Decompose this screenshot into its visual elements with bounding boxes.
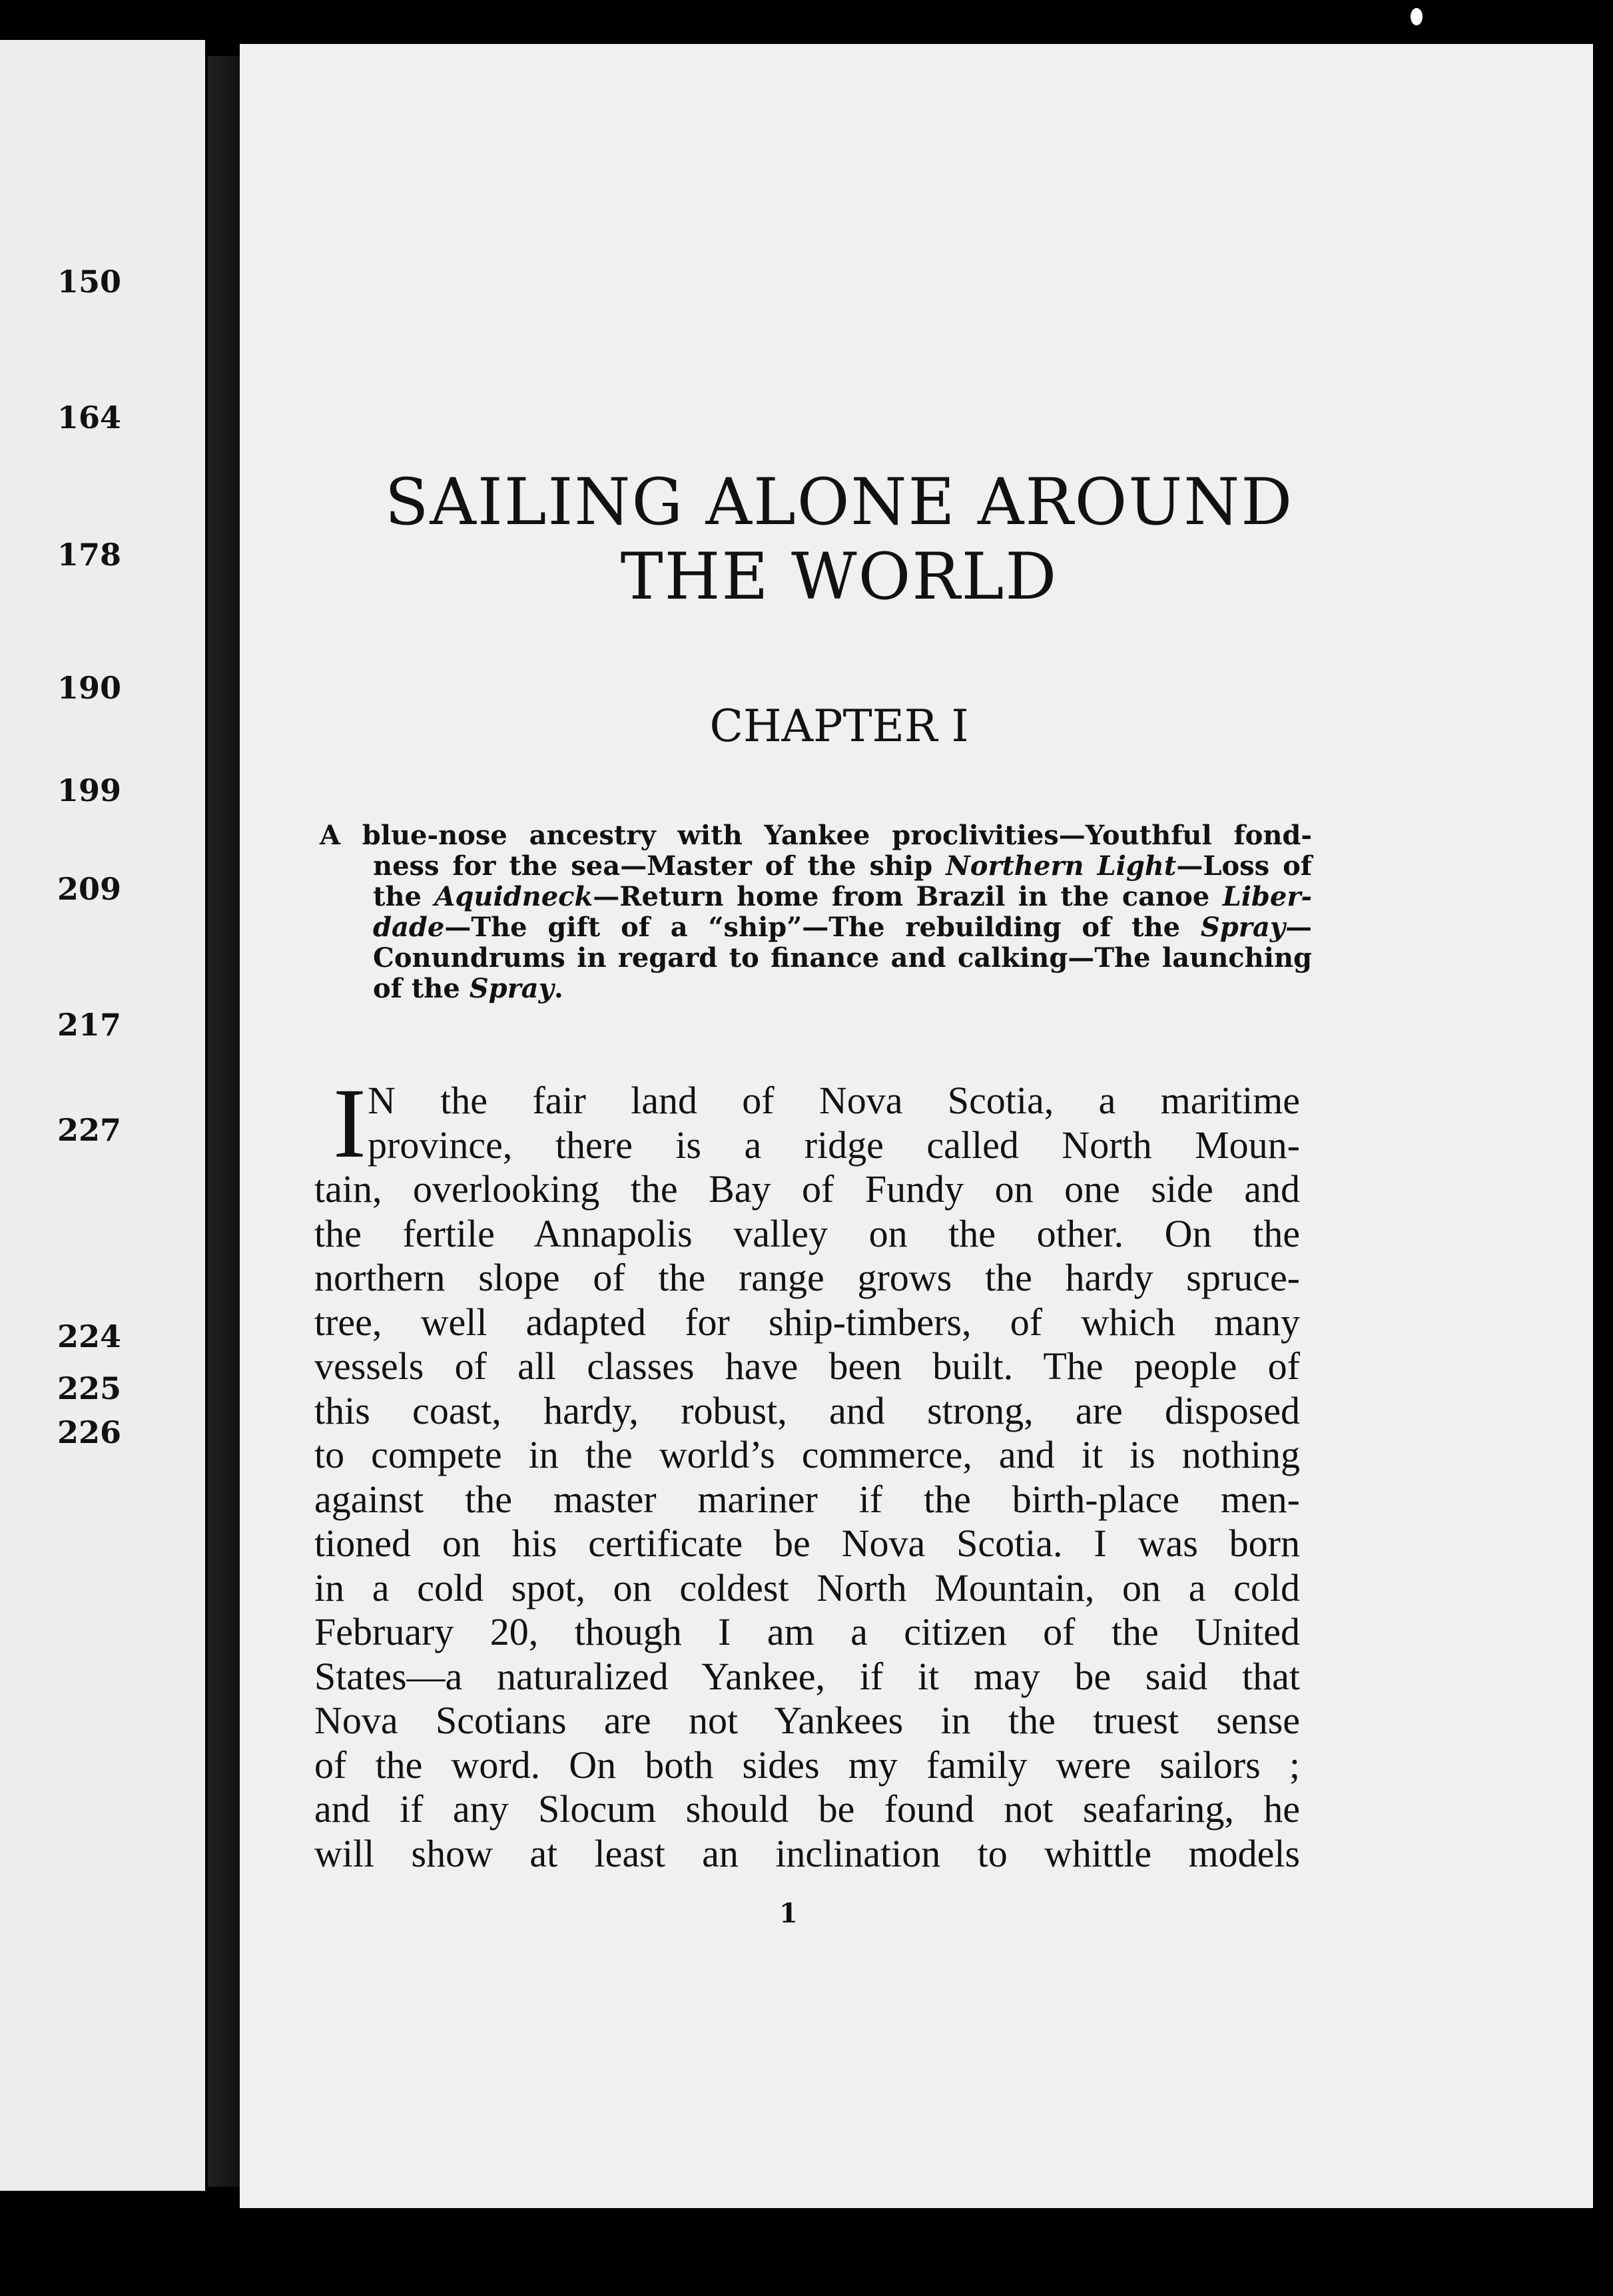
summary-line: of the Spray.: [373, 973, 563, 1004]
summary-line: A blue-nose ancestry with Yankee proclivities—Youthful fond-: [320, 820, 1312, 851]
body-line: and if any Slocum should be found not seafaring, he: [314, 1787, 1300, 1831]
body-line: of the word. On both sides my family were sailors ;: [314, 1743, 1300, 1787]
margin-number: 209: [57, 871, 122, 907]
body-line: States—a naturalized Yankee, if it may be said that: [314, 1654, 1300, 1698]
margin-number: 225: [57, 1370, 122, 1406]
scan-speck: [1411, 8, 1423, 25]
drop-cap: I: [333, 1068, 366, 1179]
margin-number: 217: [57, 1007, 122, 1043]
body-line: vessels of all classes have been built. The people of: [314, 1344, 1300, 1388]
chapter-heading: CHAPTER I: [709, 701, 969, 752]
page-folio: 1: [779, 1898, 798, 1929]
margin-number: 224: [57, 1318, 122, 1354]
margin-number: 178: [57, 537, 122, 573]
margin-number: 190: [57, 670, 122, 706]
body-line: the fertile Annapolis valley on the other. On the: [314, 1211, 1300, 1255]
body-line: February 20, though I am a citizen of the United: [314, 1610, 1300, 1653]
body-paragraph: [314, 1079, 1300, 1876]
body-line: in a cold spot, on coldest North Mountain, on a cold: [314, 1566, 1300, 1609]
body-line: N the fair land of Nova Scotia, a maritime: [368, 1079, 1300, 1122]
summary-line: the Aquidneck—Return home from Brazil in the canoe Liber-: [373, 881, 1312, 912]
body-line: tree, well adapted for ship-timbers, of which many: [314, 1300, 1300, 1344]
chapter-summary: [320, 820, 1312, 1004]
body-line: to compete in the world’s commerce, and it is nothing: [314, 1433, 1300, 1476]
book-title-line-2: THE WORLD: [620, 539, 1058, 614]
body-line: this coast, hardy, robust, and strong, are disposed: [314, 1388, 1300, 1432]
summary-line: dade—The gift of a “ship”—The rebuilding of the Spray—: [373, 912, 1312, 943]
margin-number: 227: [57, 1112, 122, 1148]
body-line: northern slope of the range grows the hardy spruce-: [314, 1256, 1300, 1299]
body-line: tain, overlooking the Bay of Fundy on one side and: [314, 1167, 1300, 1211]
margin-number: 164: [57, 400, 122, 435]
body-line: will show at least an inclination to whittle models: [314, 1831, 1300, 1875]
margin-number: 150: [57, 264, 122, 300]
body-line: province, there is a ridge called North Moun-: [368, 1123, 1300, 1167]
margin-number: 199: [57, 772, 122, 808]
body-line: tioned on his certificate be Nova Scotia. I was born: [314, 1522, 1300, 1565]
summary-line: Conundrums in regard to finance and calking—The launching: [373, 942, 1312, 974]
body-line: against the master mariner if the birth-place men-: [314, 1477, 1300, 1521]
book-title-line-1: SAILING ALONE AROUND: [384, 465, 1294, 539]
summary-line: ness for the sea—Master of the ship Northern Light—Loss of: [373, 850, 1312, 882]
margin-number: 226: [57, 1414, 122, 1450]
body-line: Nova Scotians are not Yankees in the truest sense: [314, 1699, 1300, 1742]
